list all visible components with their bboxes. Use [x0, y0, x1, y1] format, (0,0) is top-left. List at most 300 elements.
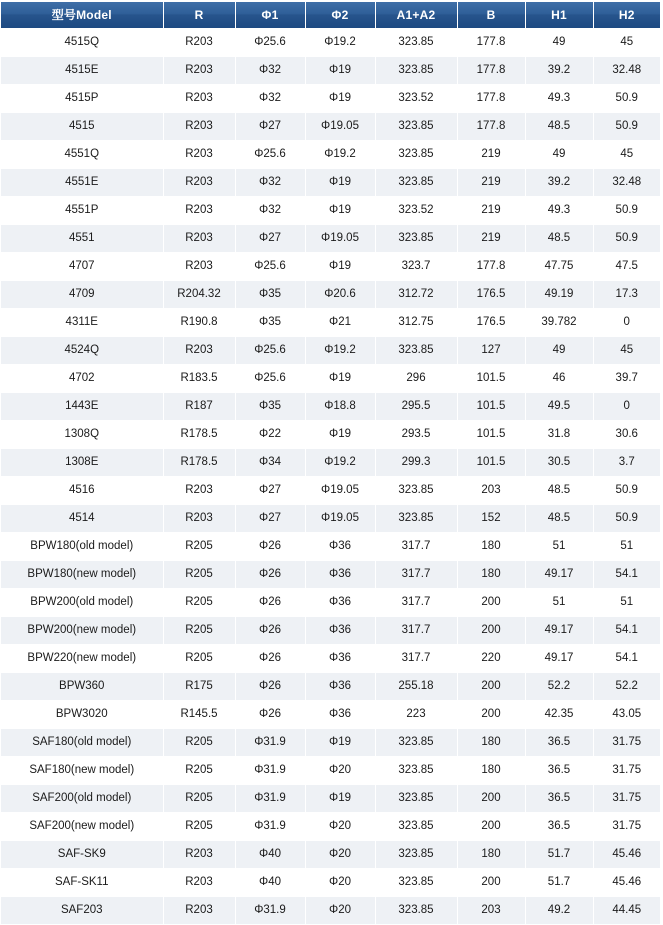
cell-model: BPW3020 [1, 701, 163, 729]
cell-value: 220 [457, 645, 525, 673]
cell-value: R203 [163, 225, 235, 253]
cell-value: R190.8 [163, 309, 235, 337]
cell-value: 17.3 [593, 281, 660, 309]
cell-value: Φ27 [235, 225, 305, 253]
table-row [1, 785, 660, 813]
cell-model: 1308E [1, 449, 163, 477]
cell-model: 4515Q [1, 29, 163, 57]
cell-value: Φ40 [235, 869, 305, 897]
cell-value: 49 [525, 337, 593, 365]
column-header-b: B [457, 2, 525, 29]
column-header-a1a2: A1+A2 [375, 2, 457, 29]
cell-value: Φ26 [235, 561, 305, 589]
cell-value: 49.17 [525, 617, 593, 645]
cell-value: 36.5 [525, 785, 593, 813]
cell-value: Φ35 [235, 281, 305, 309]
cell-value: Φ36 [305, 701, 375, 729]
cell-value: R205 [163, 589, 235, 617]
cell-value: 299.3 [375, 449, 457, 477]
cell-value: 49.2 [525, 897, 593, 925]
cell-value: Φ19 [305, 365, 375, 393]
cell-value: 180 [457, 533, 525, 561]
table-row [1, 57, 660, 85]
cell-value: 219 [457, 169, 525, 197]
cell-value: Φ36 [305, 533, 375, 561]
cell-model: 4551 [1, 225, 163, 253]
cell-model: SAF203 [1, 897, 163, 925]
cell-value: 219 [457, 225, 525, 253]
table-row [1, 757, 660, 785]
cell-value: 176.5 [457, 309, 525, 337]
cell-value: 48.5 [525, 505, 593, 533]
cell-value: 51 [593, 589, 660, 617]
cell-model: SAF-SK9 [1, 841, 163, 869]
cell-value: 312.75 [375, 309, 457, 337]
cell-value: 101.5 [457, 449, 525, 477]
cell-value: Φ19 [305, 785, 375, 813]
cell-value: Φ20.6 [305, 281, 375, 309]
table-row [1, 701, 660, 729]
cell-value: 45 [593, 141, 660, 169]
cell-value: 323.85 [375, 57, 457, 85]
cell-value: 51 [525, 589, 593, 617]
cell-value: Φ19 [305, 85, 375, 113]
cell-value: 49 [525, 29, 593, 57]
cell-value: 323.85 [375, 757, 457, 785]
cell-value: 180 [457, 757, 525, 785]
cell-value: 50.9 [593, 477, 660, 505]
cell-value: 44.45 [593, 897, 660, 925]
cell-value: 51 [593, 533, 660, 561]
cell-value: Φ31.9 [235, 813, 305, 841]
cell-value: Φ26 [235, 617, 305, 645]
cell-model: SAF200(old model) [1, 785, 163, 813]
cell-model: 4709 [1, 281, 163, 309]
cell-value: Φ31.9 [235, 897, 305, 925]
cell-value: R205 [163, 645, 235, 673]
cell-value: 200 [457, 785, 525, 813]
cell-value: 39.2 [525, 169, 593, 197]
cell-value: 49.3 [525, 85, 593, 113]
cell-value: Φ27 [235, 505, 305, 533]
cell-value: 323.85 [375, 113, 457, 141]
cell-value: Φ19.2 [305, 337, 375, 365]
table-row [1, 869, 660, 897]
cell-value: 200 [457, 701, 525, 729]
cell-model: 4515P [1, 85, 163, 113]
cell-value: Φ26 [235, 533, 305, 561]
cell-value: 177.8 [457, 29, 525, 57]
cell-value: R205 [163, 785, 235, 813]
cell-value: 323.85 [375, 477, 457, 505]
cell-value: 43.05 [593, 701, 660, 729]
cell-value: R203 [163, 113, 235, 141]
cell-model: BPW200(old model) [1, 589, 163, 617]
cell-value: 296 [375, 365, 457, 393]
cell-value: Φ19.05 [305, 113, 375, 141]
cell-value: Φ31.9 [235, 729, 305, 757]
cell-model: BPW180(new model) [1, 561, 163, 589]
cell-value: 127 [457, 337, 525, 365]
cell-model: 4524Q [1, 337, 163, 365]
cell-value: 219 [457, 197, 525, 225]
cell-value: 30.5 [525, 449, 593, 477]
cell-value: 323.85 [375, 869, 457, 897]
cell-model: SAF-SK11 [1, 869, 163, 897]
column-header-phi2: Φ2 [305, 2, 375, 29]
cell-value: R204.32 [163, 281, 235, 309]
cell-value: 49.19 [525, 281, 593, 309]
cell-value: Φ36 [305, 589, 375, 617]
cell-model: 4551Q [1, 141, 163, 169]
table-row [1, 449, 660, 477]
cell-value: Φ25.6 [235, 253, 305, 281]
cell-model: 4515 [1, 113, 163, 141]
cell-value: 200 [457, 617, 525, 645]
cell-value: 323.85 [375, 505, 457, 533]
cell-value: Φ19 [305, 169, 375, 197]
cell-value: 101.5 [457, 393, 525, 421]
cell-value: Φ25.6 [235, 365, 305, 393]
cell-value: 323.85 [375, 169, 457, 197]
cell-value: 177.8 [457, 85, 525, 113]
cell-model: 4707 [1, 253, 163, 281]
cell-value: R205 [163, 813, 235, 841]
table-row [1, 617, 660, 645]
cell-value: Φ36 [305, 673, 375, 701]
cell-value: R203 [163, 869, 235, 897]
cell-value: R205 [163, 617, 235, 645]
table-row [1, 533, 660, 561]
cell-value: Φ31.9 [235, 757, 305, 785]
cell-model: 4516 [1, 477, 163, 505]
column-header-model: 型号Model [1, 2, 163, 29]
cell-value: Φ26 [235, 673, 305, 701]
cell-value: R203 [163, 253, 235, 281]
cell-value: 51.7 [525, 841, 593, 869]
table-row [1, 365, 660, 393]
cell-value: Φ19 [305, 253, 375, 281]
cell-value: 47.75 [525, 253, 593, 281]
table-row [1, 85, 660, 113]
table-row [1, 393, 660, 421]
cell-value: Φ35 [235, 309, 305, 337]
cell-value: Φ19.2 [305, 141, 375, 169]
cell-value: 54.1 [593, 561, 660, 589]
cell-value: 36.5 [525, 729, 593, 757]
cell-value: 323.7 [375, 253, 457, 281]
cell-value: Φ27 [235, 113, 305, 141]
cell-value: 45 [593, 29, 660, 57]
cell-value: Φ40 [235, 841, 305, 869]
cell-value: Φ32 [235, 85, 305, 113]
cell-value: 177.8 [457, 253, 525, 281]
cell-value: 200 [457, 813, 525, 841]
cell-value: 48.5 [525, 477, 593, 505]
table-row [1, 281, 660, 309]
cell-value: 0 [593, 309, 660, 337]
cell-value: 0 [593, 393, 660, 421]
cell-model: SAF180(new model) [1, 757, 163, 785]
cell-value: Φ34 [235, 449, 305, 477]
cell-value: Φ19.2 [305, 29, 375, 57]
cell-value: R205 [163, 561, 235, 589]
cell-value: R203 [163, 841, 235, 869]
cell-value: Φ31.9 [235, 785, 305, 813]
cell-value: Φ20 [305, 757, 375, 785]
column-header-h2: H2 [593, 2, 660, 29]
cell-value: 177.8 [457, 113, 525, 141]
cell-value: 49 [525, 141, 593, 169]
cell-value: 39.782 [525, 309, 593, 337]
cell-value: 323.85 [375, 785, 457, 813]
cell-value: 323.52 [375, 85, 457, 113]
cell-value: 51.7 [525, 869, 593, 897]
cell-value: 36.5 [525, 813, 593, 841]
cell-value: Φ36 [305, 645, 375, 673]
cell-value: R203 [163, 169, 235, 197]
cell-value: 101.5 [457, 421, 525, 449]
cell-value: 47.5 [593, 253, 660, 281]
cell-value: Φ18.8 [305, 393, 375, 421]
cell-value: R203 [163, 477, 235, 505]
cell-value: 46 [525, 365, 593, 393]
table-row [1, 505, 660, 533]
cell-value: 323.52 [375, 197, 457, 225]
cell-value: Φ20 [305, 841, 375, 869]
cell-value: 52.2 [593, 673, 660, 701]
cell-value: R203 [163, 29, 235, 57]
column-header-h1: H1 [525, 2, 593, 29]
cell-value: 39.7 [593, 365, 660, 393]
cell-value: R175 [163, 673, 235, 701]
cell-value: Φ25.6 [235, 141, 305, 169]
table-row [1, 253, 660, 281]
cell-value: 323.85 [375, 841, 457, 869]
cell-value: 50.9 [593, 505, 660, 533]
cell-value: 31.75 [593, 813, 660, 841]
cell-model: SAF180(old model) [1, 729, 163, 757]
cell-value: 317.7 [375, 589, 457, 617]
cell-value: 50.9 [593, 85, 660, 113]
table-row [1, 477, 660, 505]
cell-value: 177.8 [457, 57, 525, 85]
cell-value: 54.1 [593, 617, 660, 645]
cell-model: BPW360 [1, 673, 163, 701]
table-row [1, 169, 660, 197]
cell-model: BPW200(new model) [1, 617, 163, 645]
cell-value: Φ19.05 [305, 505, 375, 533]
cell-value: 31.75 [593, 757, 660, 785]
cell-value: Φ20 [305, 813, 375, 841]
cell-value: 49.17 [525, 561, 593, 589]
cell-value: Φ32 [235, 197, 305, 225]
table-row [1, 421, 660, 449]
cell-value: R203 [163, 141, 235, 169]
cell-value: 312.72 [375, 281, 457, 309]
cell-value: 323.85 [375, 337, 457, 365]
cell-value: R178.5 [163, 421, 235, 449]
cell-model: BPW180(old model) [1, 533, 163, 561]
table-row [1, 813, 660, 841]
cell-value: Φ22 [235, 421, 305, 449]
cell-value: 317.7 [375, 561, 457, 589]
cell-value: 50.9 [593, 225, 660, 253]
table-row [1, 589, 660, 617]
cell-value: 203 [457, 477, 525, 505]
cell-value: 152 [457, 505, 525, 533]
cell-value: 200 [457, 589, 525, 617]
cell-value: 101.5 [457, 365, 525, 393]
cell-value: R203 [163, 505, 235, 533]
table-row [1, 561, 660, 589]
table-row [1, 309, 660, 337]
cell-value: 45 [593, 337, 660, 365]
cell-model: 4514 [1, 505, 163, 533]
cell-value: 51 [525, 533, 593, 561]
column-header-phi1: Φ1 [235, 2, 305, 29]
cell-value: 48.5 [525, 113, 593, 141]
cell-value: Φ36 [305, 617, 375, 645]
cell-value: 323.85 [375, 29, 457, 57]
cell-value: 36.5 [525, 757, 593, 785]
cell-value: R183.5 [163, 365, 235, 393]
cell-value: Φ27 [235, 477, 305, 505]
cell-value: 323.85 [375, 141, 457, 169]
cell-value: R205 [163, 757, 235, 785]
cell-value: 180 [457, 841, 525, 869]
cell-model: 4702 [1, 365, 163, 393]
cell-value: 39.2 [525, 57, 593, 85]
cell-value: 49.5 [525, 393, 593, 421]
cell-value: 323.85 [375, 729, 457, 757]
cell-value: 49.3 [525, 197, 593, 225]
cell-value: R203 [163, 57, 235, 85]
cell-value: Φ26 [235, 645, 305, 673]
cell-value: 32.48 [593, 169, 660, 197]
cell-value: Φ19 [305, 57, 375, 85]
cell-value: 3.7 [593, 449, 660, 477]
table-row [1, 673, 660, 701]
table-row [1, 645, 660, 673]
cell-value: Φ21 [305, 309, 375, 337]
cell-value: Φ32 [235, 169, 305, 197]
cell-model: 4551P [1, 197, 163, 225]
cell-value: Φ35 [235, 393, 305, 421]
cell-value: R203 [163, 197, 235, 225]
cell-value: 200 [457, 869, 525, 897]
cell-model: 1443E [1, 393, 163, 421]
cell-value: 176.5 [457, 281, 525, 309]
table-row [1, 141, 660, 169]
table-row [1, 337, 660, 365]
cell-value: 45.46 [593, 841, 660, 869]
cell-value: Φ20 [305, 869, 375, 897]
cell-value: 42.35 [525, 701, 593, 729]
cell-value: 317.7 [375, 645, 457, 673]
cell-value: Φ26 [235, 701, 305, 729]
brake-shoe-spec-table [1, 2, 660, 925]
cell-value: R203 [163, 897, 235, 925]
cell-value: Φ19.2 [305, 449, 375, 477]
cell-value: Φ19 [305, 729, 375, 757]
cell-value: 180 [457, 561, 525, 589]
cell-model: 4551E [1, 169, 163, 197]
cell-value: 54.1 [593, 645, 660, 673]
cell-model: 1308Q [1, 421, 163, 449]
cell-value: 52.2 [525, 673, 593, 701]
cell-value: 50.9 [593, 197, 660, 225]
cell-value: Φ32 [235, 57, 305, 85]
cell-value: 323.85 [375, 225, 457, 253]
cell-value: R205 [163, 729, 235, 757]
cell-value: 293.5 [375, 421, 457, 449]
cell-value: 48.5 [525, 225, 593, 253]
cell-value: 32.48 [593, 57, 660, 85]
cell-value: R178.5 [163, 449, 235, 477]
cell-value: 219 [457, 141, 525, 169]
cell-value: Φ25.6 [235, 337, 305, 365]
cell-value: Φ19 [305, 421, 375, 449]
table-header [1, 2, 660, 29]
table-row [1, 29, 660, 57]
cell-value: 203 [457, 897, 525, 925]
table-body [1, 29, 660, 925]
cell-value: Φ19.05 [305, 477, 375, 505]
cell-value: 50.9 [593, 113, 660, 141]
cell-value: R203 [163, 85, 235, 113]
table-row [1, 897, 660, 925]
cell-value: 200 [457, 673, 525, 701]
cell-value: Φ20 [305, 897, 375, 925]
table-row [1, 113, 660, 141]
cell-value: Φ19.05 [305, 225, 375, 253]
cell-value: Φ36 [305, 561, 375, 589]
cell-value: 31.8 [525, 421, 593, 449]
cell-value: Φ26 [235, 589, 305, 617]
cell-model: SAF200(new model) [1, 813, 163, 841]
table-row [1, 225, 660, 253]
cell-value: 323.85 [375, 813, 457, 841]
cell-value: 31.75 [593, 729, 660, 757]
cell-value: R187 [163, 393, 235, 421]
cell-value: R203 [163, 337, 235, 365]
cell-value: Φ25.6 [235, 29, 305, 57]
cell-model: BPW220(new model) [1, 645, 163, 673]
cell-value: 223 [375, 701, 457, 729]
cell-value: 45.46 [593, 869, 660, 897]
cell-value: 317.7 [375, 617, 457, 645]
cell-value: 323.85 [375, 897, 457, 925]
table-row [1, 841, 660, 869]
table-row [1, 729, 660, 757]
cell-value: 30.6 [593, 421, 660, 449]
cell-value: 317.7 [375, 533, 457, 561]
column-header-r: R [163, 2, 235, 29]
cell-model: 4311E [1, 309, 163, 337]
cell-value: R205 [163, 533, 235, 561]
cell-value: 295.5 [375, 393, 457, 421]
cell-value: Φ19 [305, 197, 375, 225]
cell-value: 49.17 [525, 645, 593, 673]
cell-value: 255.18 [375, 673, 457, 701]
cell-value: 31.75 [593, 785, 660, 813]
cell-model: 4515E [1, 57, 163, 85]
header-row [1, 2, 660, 29]
cell-value: 180 [457, 729, 525, 757]
table-row [1, 197, 660, 225]
cell-value: R145.5 [163, 701, 235, 729]
